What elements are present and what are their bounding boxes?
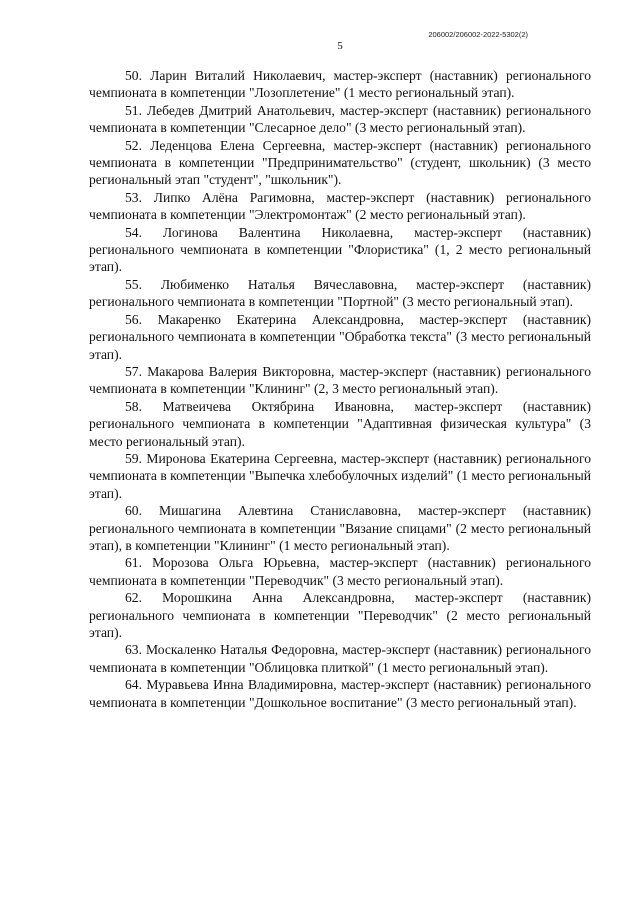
list-item: 63. Москаленко Наталья Федоровна, мастер-эксперт (наставник) регионального чемпионата в компетенции "Облицовка плиткой" (1 место региональный этап). [89,642,591,675]
list-item: 52. Леденцова Елена Сергеевна, мастер-эксперт (наставник) регионального чемпионата в компетенции "Предпринимательство" (студент, школьник) (3 место региональный этап "студент", "школьник"). [89,137,591,188]
list-item: 55. Любименко Наталья Вячеславовна, мастер-эксперт (наставник) регионального чемпионата в компетенции "Портной" (3 место региональный этап). [89,276,591,310]
list-item: 64. Муравьева Инна Владимировна, мастер-эксперт (наставник) регионального чемпионата в компетенции "Дошкольное воспитание" (3 место региональный этап). [89,677,591,710]
list-item: 56. Макаренко Екатерина Александровна, мастер-эксперт (наставник) регионального чемпионата в компетенции "Обработка текста" (3 место региональный этап). [89,311,591,362]
list-item: 62. Морошкина Анна Александровна, мастер-эксперт (наставник) регионального чемпионата в компетенции "Переводчик" (2 место региональный этап). [89,590,591,640]
list-item: 60. Мишагина Алевтина Станиславовна, мастер-эксперт (наставник) регионального чемпионата в компетенции "Вязание спицами" (2 место региональный этап), в компетенции "Клининг" (1 место региональный этап). [89,503,591,553]
entry-list [89,67,591,711]
list-item: 54. Логинова Валентина Николаевна, мастер-эксперт (наставник) регионального чемпионата в компетенции "Флористика" (1, 2 место региональный этап). [89,224,591,275]
list-item: 57. Макарова Валерия Викторовна, мастер-эксперт (наставник) регионального чемпионата в компетенции "Клининг" (2, 3 место региональный этап). [89,363,591,397]
list-item: 51. Лебедев Дмитрий Анатольевич, мастер-эксперт (наставник) регионального чемпионата в компетенции "Слесарное дело" (3 место региональный этап). [89,102,591,136]
list-item: 58. Матвеичева Октябрина Ивановна, мастер-эксперт (наставник) регионального чемпионата в компетенции "Адаптивная физическая культура" (3 место региональный этап). [89,398,591,449]
list-item: 61. Морозова Ольга Юрьевна, мастер-эксперт (наставник) регионального чемпионата в компетенции "Переводчик" (3 место региональный этап). [89,555,591,588]
list-item: 50. Ларин Виталий Николаевич, мастер-эксперт (наставник) регионального чемпионата в компетенции "Лозоплетение" (1 место региональный этап). [89,68,591,101]
page-number: 5 [337,40,343,52]
list-item: 53. Липко Алёна Рагимовна, мастер-эксперт (наставник) регионального чемпионата в компетенции "Электромонтаж" (2 место региональный этап). [89,189,591,223]
document-id: 206002/206002-2022-5302(2) [428,30,528,39]
list-item: 59. Миронова Екатерина Сергеевна, мастер-эксперт (наставник) регионального чемпионата в компетенции "Выпечка хлебобулочных изделий" (1 место региональный этап). [89,450,591,501]
